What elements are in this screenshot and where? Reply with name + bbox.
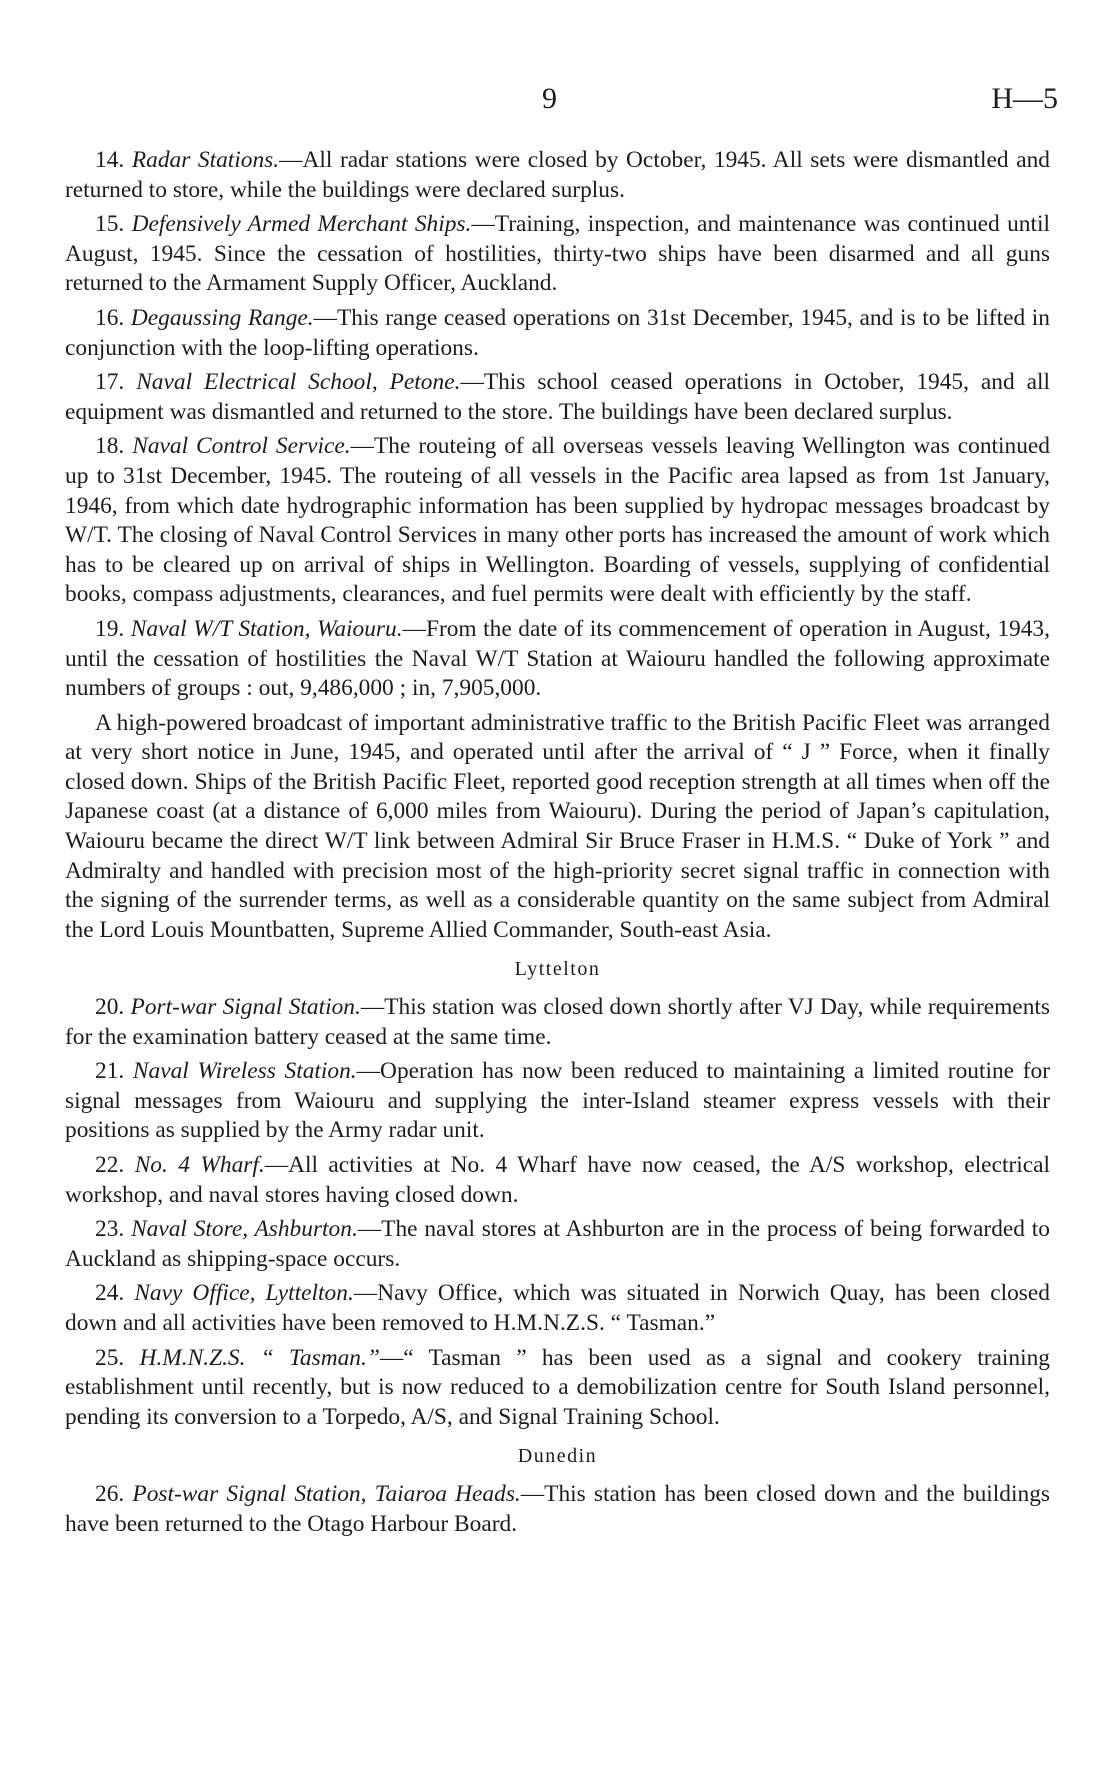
- paragraph-heading: Radar Stations.: [131, 147, 280, 173]
- paragraph-heading: H.M.N.Z.S. “ Tasman.”: [139, 1344, 380, 1371]
- heading-dash: —: [313, 304, 338, 331]
- paragraph-heading: No. 4 Wharf.: [134, 1152, 265, 1178]
- paragraph-heading: Naval Electrical School, Petone.: [136, 369, 461, 396]
- paragraph-heading: Post-war Signal Station, Taiaroa Heads.: [132, 1480, 521, 1507]
- paragraph-text: “ Tasman ” has been used as a signal and cookery training establishment until recently, but is now reduced to a demobilization centre for South Island personnel, pending its conversion to a Torpedo, A/S, and Signal Training School.: [65, 1344, 1050, 1430]
- numbered-paragraph: [65, 368, 1050, 427]
- numbered-paragraph: [65, 146, 1050, 205]
- heading-dash: —: [471, 211, 495, 238]
- paragraph-number: 20.: [95, 994, 125, 1021]
- paragraph-number: 19.: [95, 615, 125, 642]
- paragraph-number: 22.: [95, 1152, 125, 1178]
- numbered-paragraph: [65, 210, 1050, 299]
- paragraph-text: All activities at No. 4 Wharf have now ceased, the A/S workshop, electrical workshop, and naval stores having closed down.: [65, 1152, 1050, 1208]
- section-heading: Lyttelton: [514, 958, 601, 981]
- numbered-paragraph: [65, 1215, 1050, 1274]
- paragraph-text: This station has been closed down and the buildings have been returned to the Otago Harbour Board.: [65, 1480, 1050, 1537]
- paragraph-number: 14.: [95, 147, 125, 173]
- paragraph-text: The routeing of all overseas vessels leaving Wellington was continued up to 31st December, 1945. The routeing of all vessels in the Pacific area lapsed as from 1st January, 1946, from which date hydrographic information has been supplied by hydropac messages broadcast by W/T. The closing of Naval Control Services in many other ports has increased the amount of work which has to be cleared up on arrival of ships in Wellington. Boarding of vessels, supplying of confidential books, compass adjustments, clearances, and fuel permits were dealt with efficiently by the staff.: [65, 433, 1050, 608]
- heading-dash: —: [360, 994, 385, 1021]
- page-header: [0, 82, 1114, 122]
- numbered-paragraph: [65, 304, 1050, 363]
- section-heading: Dunedin: [517, 1445, 598, 1468]
- paragraph-number: 17.: [95, 369, 125, 396]
- heading-dash: —: [350, 433, 374, 460]
- paragraph-text: This range ceased operations on 31st December, 1945, and is to be lifted in conjunction with the loop-lifting operations.: [65, 304, 1050, 361]
- paragraph-text: From the date of its commencement of operation in August, 1943, until the cessation of hostilities the Naval W/T Station at Waiouru handled the following approximate numbers of groups : out, 9,486,000 ; in, 7,905,000.: [65, 615, 1050, 702]
- paragraph: A high-powered broadcast of important administrative traffic to the British Pacific Fleet was arranged at very short notice in June, 1945, and operated until after the arrival of “ J ” Force, when it finally closed down. Ships of the British Pacific Fleet, reported good reception strength at all times when off the Japanese coast (at a distance of 6,000 miles from Waiouru). During the period of Japan’s capitulation, Waiouru became the direct W/T link between Admiral Sir Bruce Fraser in H.M.S. “ Duke of York ” and Admiralty and handled with precision most of the high-priority secret signal traffic in connection with the signing of the surrender terms, as well as a considerable quantity on the same subject from Admiral the Lord Louis Mountbatten, Supreme Allied Commander, South-east Asia.: [65, 709, 1050, 943]
- paragraph-text: This station was closed down shortly after VJ Day, while requirements for the examination battery ceased at the same time.: [65, 994, 1050, 1050]
- document-reference: H—5: [991, 82, 1058, 115]
- numbered-paragraph: [65, 1480, 1050, 1539]
- heading-dash: —: [520, 1480, 545, 1507]
- heading-dash: —: [353, 1280, 378, 1307]
- paragraph-text: The naval stores at Ashburton are in the process of being forwarded to Auckland as shipping-space occurs.: [65, 1216, 1050, 1272]
- numbered-paragraph: [65, 1151, 1050, 1210]
- paragraph-number: 26.: [95, 1480, 125, 1507]
- page-number: 9: [542, 82, 557, 115]
- paragraph-text: Operation has now been reduced to maintaining a limited routine for signal messages from Waiouru and supplying the inter-Island steamer express vessels with their positions as supplied by the Army radar unit.: [65, 1058, 1050, 1144]
- numbered-paragraph: [65, 615, 1050, 704]
- paragraph-heading: Naval W/T Station, Waiouru.: [130, 615, 403, 642]
- numbered-paragraph: [65, 1344, 1050, 1433]
- paragraph-number: 24.: [95, 1280, 125, 1307]
- paragraph-number: 21.: [95, 1058, 125, 1085]
- paragraph-heading: Naval Store, Ashburton.: [131, 1216, 358, 1243]
- paragraph-heading: Port-war Signal Station.: [130, 994, 361, 1021]
- heading-dash: —: [402, 615, 426, 642]
- paragraph-number: 16.: [95, 304, 125, 331]
- heading-dash: —: [379, 1344, 404, 1371]
- paragraph-number: 23.: [95, 1216, 125, 1243]
- document-body: [65, 146, 1050, 1544]
- paragraph-number: 18.: [95, 433, 125, 460]
- paragraph-number: 25.: [95, 1344, 125, 1371]
- heading-dash: —: [460, 369, 484, 396]
- heading-dash: —: [356, 1058, 381, 1085]
- numbered-paragraph: [65, 993, 1050, 1052]
- paragraph-number: 15.: [95, 211, 125, 238]
- heading-dash: —: [264, 1152, 289, 1178]
- paragraph-heading: Naval Wireless Station.: [132, 1058, 357, 1085]
- paragraph-heading: Defensively Armed Merchant Ships.: [131, 211, 472, 238]
- numbered-paragraph: [65, 432, 1050, 610]
- paragraph-heading: Navy Office, Lyttelton.: [134, 1280, 354, 1307]
- paragraph-text: All radar stations were closed by October, 1945. All sets were dismantled and returned to store, while the buildings were declared surplus.: [65, 147, 1050, 203]
- paragraph-heading: Degaussing Range.: [130, 304, 314, 331]
- paragraph-text: This school ceased operations in October, 1945, and all equipment was dismantled and returned to the store. The buildings have been declared surplus.: [65, 369, 1050, 425]
- paragraph-text: Navy Office, which was situated in Norwich Quay, has been closed down and all activities have been removed to H.M.N.Z.S. “ Tasman.”: [65, 1280, 1050, 1336]
- paragraph-heading: Naval Control Service.: [132, 433, 351, 460]
- heading-dash: —: [279, 147, 303, 173]
- numbered-paragraph: [65, 1057, 1050, 1146]
- paragraph-text: Training, inspection, and maintenance was continued until August, 1945. Since the cessation of hostilities, thirty-two ships have been disarmed and all guns returned to the Armament Supply Officer, Auckland.: [65, 211, 1050, 297]
- heading-dash: —: [357, 1216, 382, 1243]
- numbered-paragraph: [65, 1279, 1050, 1338]
